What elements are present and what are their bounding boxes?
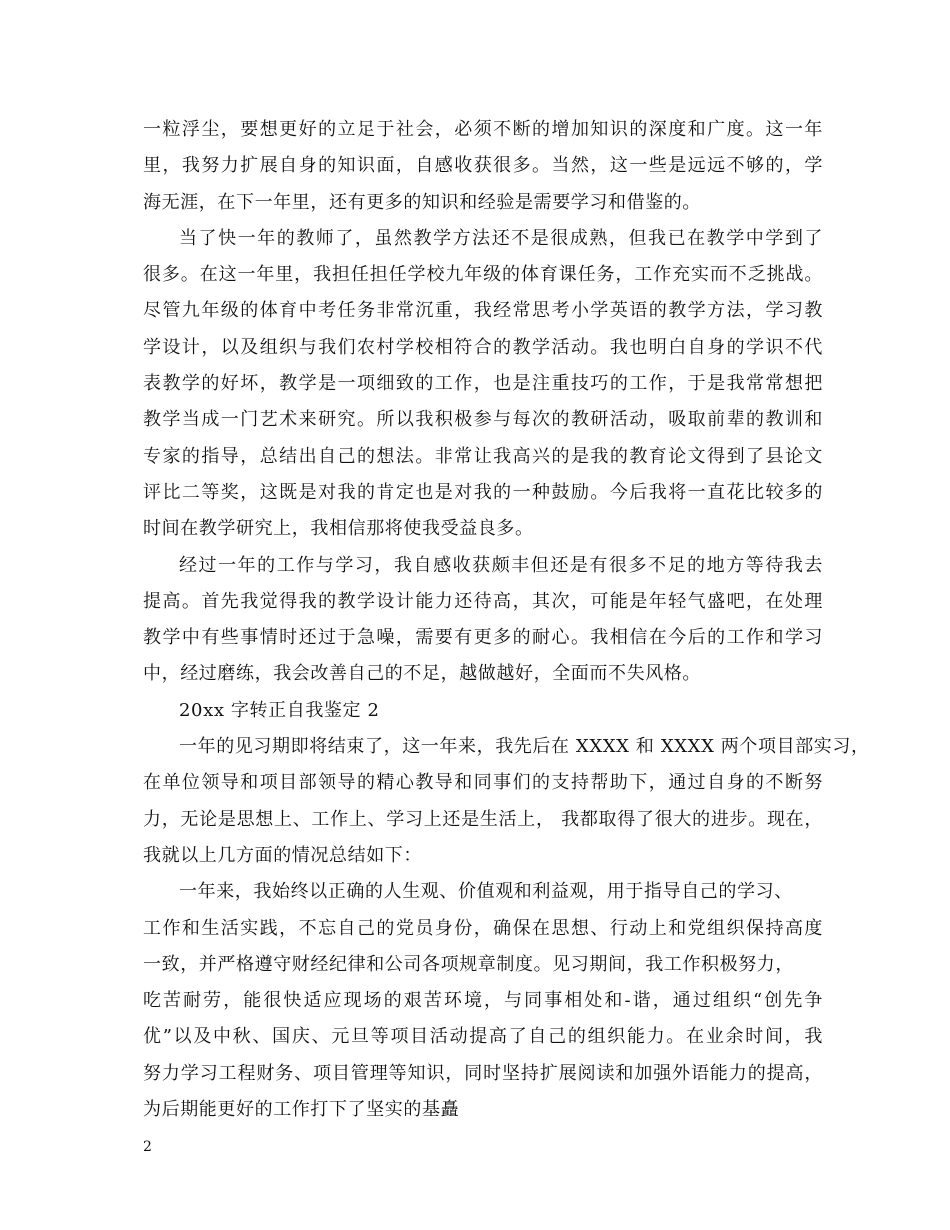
text-line: 在单位领导和项目部领导的精心教导和同事们的支持帮助下，通过自身的不断努 xyxy=(143,772,823,794)
text-line: 评比二等奖，这既是对我的肯定也是对我的一种鼓励。今后我将一直花比较多的 xyxy=(143,481,823,503)
text-line: 一粒浮尘，要想更好的立足于社会，必须不断的增加知识的深度和广度。这一年 xyxy=(143,119,823,140)
text-line: 努力学习工程财务、项目管理等知识，同时坚持扩展阅读和加强外语能力的提高， xyxy=(143,1062,823,1084)
text-line: 教学当成一门艺术来研究。所以我积极参与每次的教研活动，吸取前辈的教训和 xyxy=(143,409,823,431)
text-line: 工作和生活实践，不忘自己的党员身份，确保在思想、行动上和党组织保持高度 xyxy=(143,917,823,939)
text-line: 当了快一年的教师了，虽然教学方法还不是很成熟，但我已在教学中学到了 xyxy=(179,227,823,249)
document-body xyxy=(143,112,870,1128)
text-line: 优”以及中秋、国庆、元旦等项目活动提高了自己的组织能力。在业余时间，我 xyxy=(143,1026,823,1048)
text-line: 专家的指导，总结出自己的想法。非常让我高兴的是我的教育论文得到了县论文 xyxy=(143,445,823,467)
text-line: 海无涯，在下一年里，还有更多的知识和经验是需要学习和借鉴的。 xyxy=(143,191,701,213)
text-line: 力，无论是思想上、工作上、学习上还是生活上， 我都取得了很大的进步。现在， xyxy=(143,808,823,830)
text-line: 很多。在这一年里，我担任担任学校九年级的体育课任务，工作充实而不乏挑战。 xyxy=(143,264,823,286)
text-line: 里，我努力扩展自身的知识面，自感收获很多。当然，这一些是远远不够的，学 xyxy=(143,155,823,177)
text-line: 一年的见习期即将结束了，这一年来，我先后在 XXXX 和 XXXX 两个项目部实习， xyxy=(179,736,870,758)
text-line: 为后期能更好的工作打下了坚实的基矗 xyxy=(143,1099,460,1121)
text-line: 表教学的好坏，教学是一项细致的工作，也是注重技巧的工作，于是我常常想把 xyxy=(143,373,823,395)
text-line: 时间在教学研究上，我相信那将使我受益良多。 xyxy=(143,518,534,540)
text-line: 提高。首先我觉得我的教学设计能力还待高，其次，可能是年轻气盛吧，在处理 xyxy=(143,590,823,612)
text-line: 经过一年的工作与学习，我自感收获颇丰但还是有很多不足的地方等待我去 xyxy=(179,554,823,576)
text-line: 吃苦耐劳，能很快适应现场的艰苦环境，与同事相处和-谐，通过组织“创先争 xyxy=(143,990,823,1012)
text-line: 尽管九年级的体育中考任务非常沉重，我经常思考小学英语的教学方法，学习教 xyxy=(143,300,823,322)
text-line: 学设计，以及组织与我们农村学校相符合的教学活动。我也明白自身的学识不代 xyxy=(143,336,823,358)
text-line: 中，经过磨练，我会改善自己的不足，越做越好，全面而不失风格。 xyxy=(143,663,701,685)
text-line: 我就以上几方面的情况总结如下： xyxy=(143,844,422,866)
section-heading: 20xx 字转正自我鉴定 2 xyxy=(179,699,380,721)
text-line: 一致，并严格遵守财经纪律和公司各项规章制度。见习期间，我工作积极努力， xyxy=(143,953,794,975)
page-number: 2 xyxy=(143,1139,152,1155)
text-line: 一年来，我始终以正确的人生观、价值观和利益观，用于指导自己的学习、 xyxy=(179,881,793,903)
text-line: 教学中有些事情时还过于急噪，需要有更多的耐心。我相信在今后的工作和学习 xyxy=(143,627,823,649)
